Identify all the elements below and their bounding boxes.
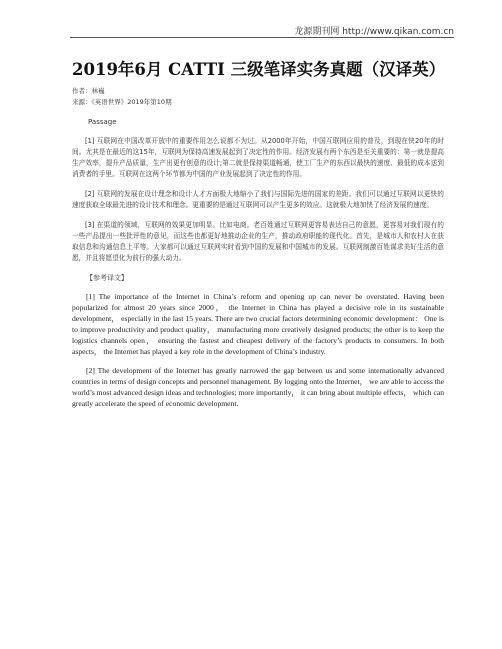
source-line: 来源：《英语世界》2019年第10期 [72, 98, 172, 106]
cn-paragraph-2: [2] 互联网的发展在设计理念和设计人才方面极大地缩小了我们与国际先进的国家的差距。我们可以通过互联网以更快的速度获取全球最先进的设计技术和理念。更重要的是通过互联网可以产生更多的效应。这就极大地加快了经济发展的速度。 [72, 190, 444, 209]
en-paragraph-1: [1] The importance of the Internet in China’s reform and opening up can never be overstated. Having been popularized for almost 20 years since 2000， the Internet in China has played a decisive role in its sustainable development， especially in the last 15 years. There are two crucial factors determining economic development： One is to improve productivity and product quality， manufacturing more creatively designed products; the other is to keep the logistics channels open， ensuring the fastest and cheapest delivery of the factory’s products to consumers. In both aspects， the Internet has played a key role in the development of China’s industry. [72, 292, 444, 356]
article-content [72, 58, 444, 417]
document-title: 2019年6月 CATTI 三级笔译实务真题（汉译英） [72, 60, 446, 79]
header-divider [70, 37, 454, 38]
reference-translation-label: 【参考译文】 [86, 274, 128, 282]
cn-paragraph-3: [3] 在渠道的领域，互联网的效果更加明显。比如电商。老百姓通过互联网更容易表达自己的意愿，更容易对我们现有的一些产品提出一些批评性的意见，而这些也都更好地推动企业的生产，推动政府职能的现代化。首先，是城市人和农村人在获取信息和沟通信息上平等。大家都可以通过互联网实时看到中国的发展和中国城市的发展。互联网制激百姓谋求美好生活的意愿，并且将愿望化为前行的强大动力。 [72, 221, 444, 262]
author-line: 作者：林巍 [72, 87, 105, 95]
passage-label: Passage [88, 118, 117, 126]
en-paragraph-2: [2] The development of the Internet has greatly narrowed the gap between us and some internationally advanced countries in terms of design concepts and personnel management. By logging onto the Internet， we are able to access the world’s most advanced design ideas and technologies; more importantly， it can bring about multiple effects， which can greatly accelerate the speed of economic development. [72, 366, 444, 408]
site-header: 龙源期刊网 http://www.qikan.com.cn [294, 27, 454, 37]
cn-paragraph-1: [1] 互联网在中国改革开放中的重要作用怎么说都不为过。从2000年开始，中国互联网应用的普及，到现在快20年的时间。尤其是在最近的这15年，互联网为保持高速发展起到了决定性的作用。经济发展有两个东西是至关重要的：第一就是提高生产效率，提升产品质量，生产出更有创意的设计;第二就是保持渠道畅通，使工厂生产的东西以最快的速度、最低的成本送到消费者的手里。互联网在这两个环节都为中国的产业发展起到了决定性的作用。 [72, 137, 444, 178]
